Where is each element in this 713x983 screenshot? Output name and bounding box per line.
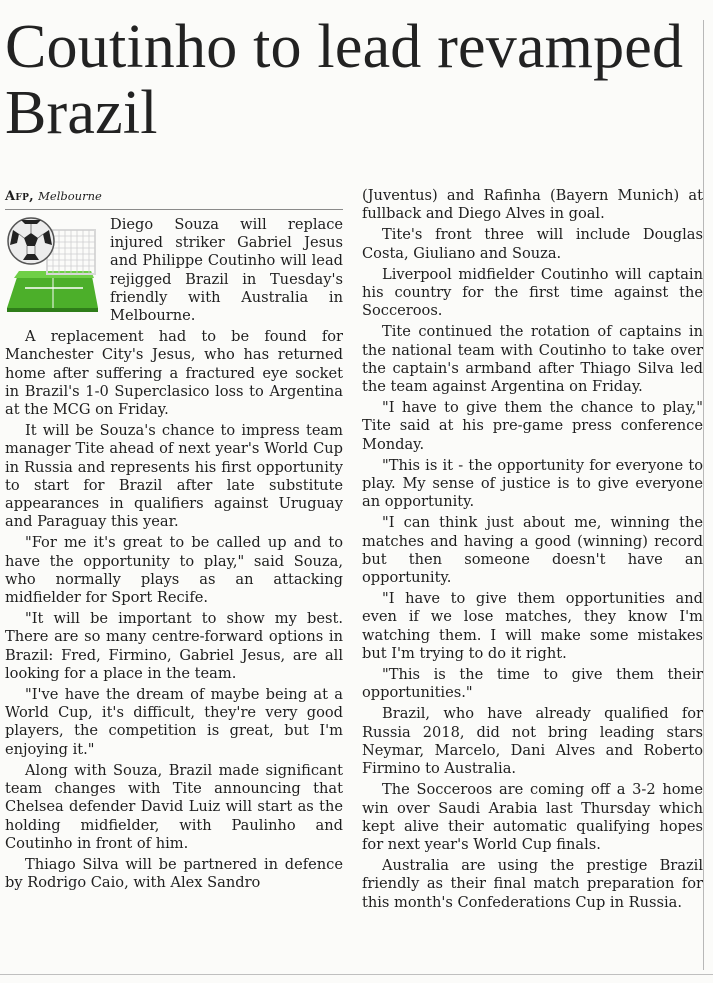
paragraph: Thiago Silva will be partnered in defence by Rodrigo Caio, with Alex Sandro: [5, 855, 343, 892]
paragraph: Tite's front three will include Douglas Costa, Giuliano and Souza.: [362, 226, 703, 262]
paragraph: A replacement had to be found for Manchester City's Jesus, who has returned home after suffering a fractured eye socket in Brazil's 1-0 Superclasico loss to Argentina at the MCG on Friday.: [5, 328, 343, 419]
paragraph: "This is it - the opportunity for everyone to play. My sense of justice is to give everyone an opportunity.: [362, 456, 703, 511]
byline-location: Melbourne: [38, 189, 102, 203]
paragraph: Diego Souza will replace injured striker Gabriel Jesus and Philippe Coutinho will lead rejigged Brazil in Tuesday's friendly with Australia in Melbourne.: [110, 216, 343, 325]
byline-agency: Afp,: [5, 189, 34, 204]
paragraph: "I have to give them opportunities and even if we lose matches, they know I'm watching them. I will make some mistakes but I'm trying to do it right.: [362, 590, 703, 662]
article-column-1: [5, 189, 343, 895]
paragraph: The Socceroos are coming off a 3-2 home win over Saudi Arabia last Thursday which kept alive their automatic qualifying hopes for next year's World Cup finals.: [362, 781, 703, 853]
paragraph: "It will be important to show my best. There are so many centre-forward options in Brazil: Fred, Firmino, Gabriel Jesus, are all looking for a place in the team.: [5, 610, 343, 682]
paragraph: "I've have the dream of maybe being at a World Cup, it's difficult, they're very good players, the competition is great, but I'm enjoying it.": [5, 686, 343, 758]
paragraph: "This is the time to give them their opportunities.": [362, 666, 703, 702]
column-divider: [703, 20, 704, 970]
paragraph: (Juventus) and Rafinha (Bayern Munich) at fullback and Diego Alves in goal.: [362, 187, 703, 223]
soccer-ball-goal-icon: [5, 216, 104, 314]
paragraph: Australia are using the prestige Brazil friendly as their final match preparation for this month's Confederations Cup in Russia.: [362, 857, 703, 911]
article-column-2: [362, 187, 703, 915]
headline: Coutinho to lead revamped Brazil: [5, 13, 684, 147]
paragraph: Tite continued the rotation of captains in the national team with Coutinho to take over the captain's armband after Thiago Silva led the team against Argentina on Friday.: [362, 323, 703, 396]
paragraph: "For me it's great to be called up and to have the opportunity to play," said Souza, who normally plays as an attacking midfielder for Sport Recife.: [5, 534, 343, 607]
byline: [5, 187, 343, 210]
paragraph: Along with Souza, Brazil made significant team changes with Tite announcing that Chelsea defender David Luiz will start as the holding midfielder, with Paulinho and Coutinho in front of him.: [5, 761, 343, 852]
paragraph: "I have to give them the chance to play," Tite said at his pre-game press conference Monday.: [362, 399, 703, 453]
paragraph: Brazil, who have already qualified for Russia 2018, did not bring leading stars Neymar, Marcelo, Dani Alves and Roberto Firmino to Australia.: [362, 705, 703, 778]
paragraph: "I can think just about me, winning the matches and having a good (winning) record but then someone doesn't have an opportunity.: [362, 514, 703, 587]
bottom-rule: [0, 974, 713, 975]
paragraph: It will be Souza's chance to impress team manager Tite ahead of next year's World Cup in Russia and represents his first opportunity to start for Brazil after late substitute appearances in qualifiers against Uruguay and Paraguay this year.: [5, 422, 343, 531]
paragraph: Liverpool midfielder Coutinho will captain his country for the first time against the Socceroos.: [362, 265, 703, 320]
